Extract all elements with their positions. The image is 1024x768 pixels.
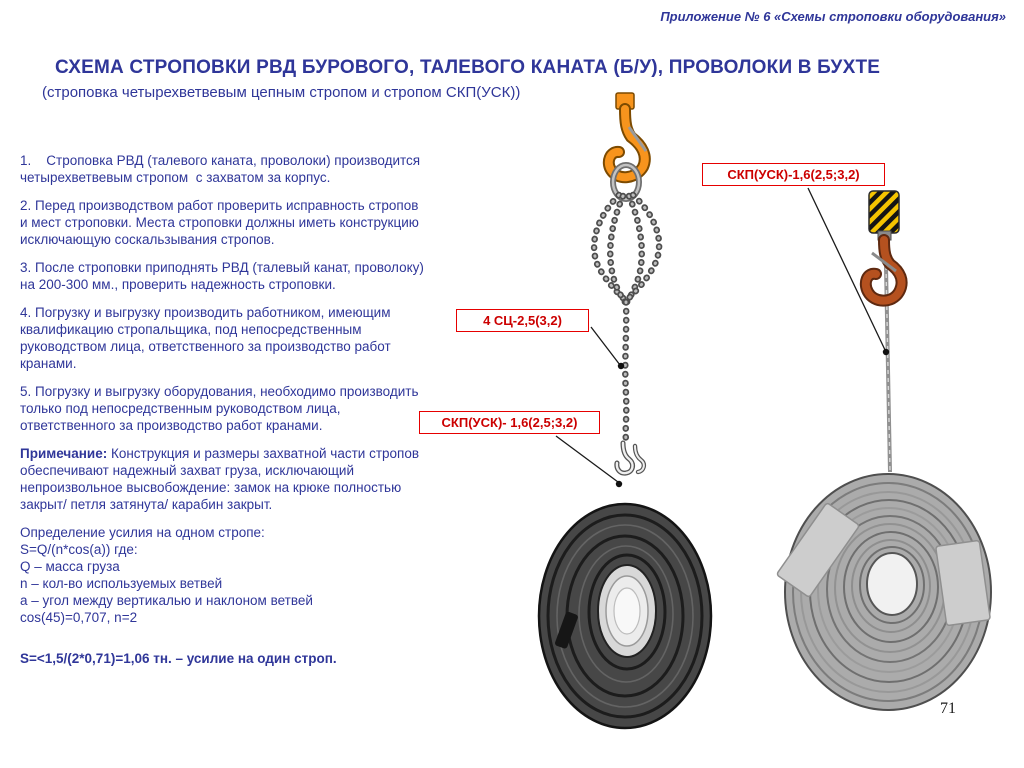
- callout-line: [556, 436, 618, 482]
- instructions-text-block: [20, 152, 436, 678]
- page-title: СХЕМА СТРОПОВКИ РВД БУРОВОГО, ТАЛЕВОГО КАНАТА (Б/У), ПРОВОЛОКИ В БУХТЕ: [55, 57, 881, 78]
- callout-lines: [556, 188, 886, 482]
- rusty-hook-icon: [866, 240, 902, 301]
- instruction-item-4: 4. Погрузку и выгрузку производить работником, имеющим квалификацию стропальщика, под непосредственным руководством лица, ответственного за производство работ кранами.: [20, 305, 395, 371]
- callout-dot: [618, 363, 624, 369]
- instruction-item-3: 3. После строповки приподнять РВД (талевый канат, проволоку) на 200-300 мм., проверить надежность строповки.: [20, 260, 436, 292]
- chain-legs: [594, 195, 659, 441]
- grab-hook-icon: [617, 443, 644, 473]
- formula-line: Определение усилия на одном стропе:: [20, 525, 265, 540]
- force-result: S=<1,5/(2*0,71)=1,06 тн. – усилие на один строп.: [20, 651, 337, 666]
- force-calculation: [20, 524, 424, 626]
- label-skp-sling-bottom: СКП(УСК)- 1,6(2,5;3,2): [419, 411, 600, 434]
- instruction-item-2: 2. Перед производством работ проверить исправность стропов и мест строповки. Места строповки должны иметь конструкцию исключающую соскальзывания стропов.: [20, 198, 423, 247]
- formula-line: n – кол-во используемых ветвей: [20, 576, 223, 591]
- formula-line: cos(45)=0,707, n=2: [20, 610, 138, 625]
- callout-dot: [616, 481, 622, 487]
- hazard-striped-shank: [869, 191, 899, 233]
- page-subtitle: (строповка четырехветвевым цепным стропом и стропом СКП(УСК)): [42, 84, 521, 101]
- header-note: Приложение № 6 «Схемы строповки оборудования»: [660, 9, 1006, 24]
- note-label: Примечание:: [20, 446, 108, 461]
- label-chain-sling: 4 СЦ-2,5(3,2): [456, 309, 589, 332]
- formula-line: S=Q/(n*cos(a)) где:: [20, 542, 138, 557]
- skp-sling-hook-illustration: [866, 191, 902, 472]
- callout-dot: [883, 349, 889, 355]
- hose-coil-illustration: [539, 504, 711, 728]
- note-text: Конструкция и размеры захватной части стропов обеспечивают надежный захват груза, исключающий непроизвольное высвобождение: замок на крюке полностью закрыт/ петля затянута/ карабин закрыт.: [20, 446, 423, 512]
- wire-coil-illustration: [776, 474, 991, 710]
- formula-line: a – угол между вертикалью и наклоном ветвей: [20, 593, 313, 608]
- instruction-item-1: 1. Строповка РВД (талевого каната, проволоки) производится четырехветвевым стропом с захватом за корпус.: [20, 153, 428, 185]
- callout-line: [591, 327, 620, 365]
- formula-line: Q – масса груза: [20, 559, 120, 574]
- chain-sling-illustration: [594, 93, 659, 473]
- instruction-item-5: 5. Погрузку и выгрузку оборудования, необходимо производить только под непосредственным руководством лица, ответственного за производство работ кранами.: [20, 384, 423, 433]
- label-skp-sling-top: СКП(УСК)-1,6(2,5;3,2): [702, 163, 885, 186]
- note-paragraph: [20, 445, 424, 513]
- page-number: 71: [940, 700, 956, 717]
